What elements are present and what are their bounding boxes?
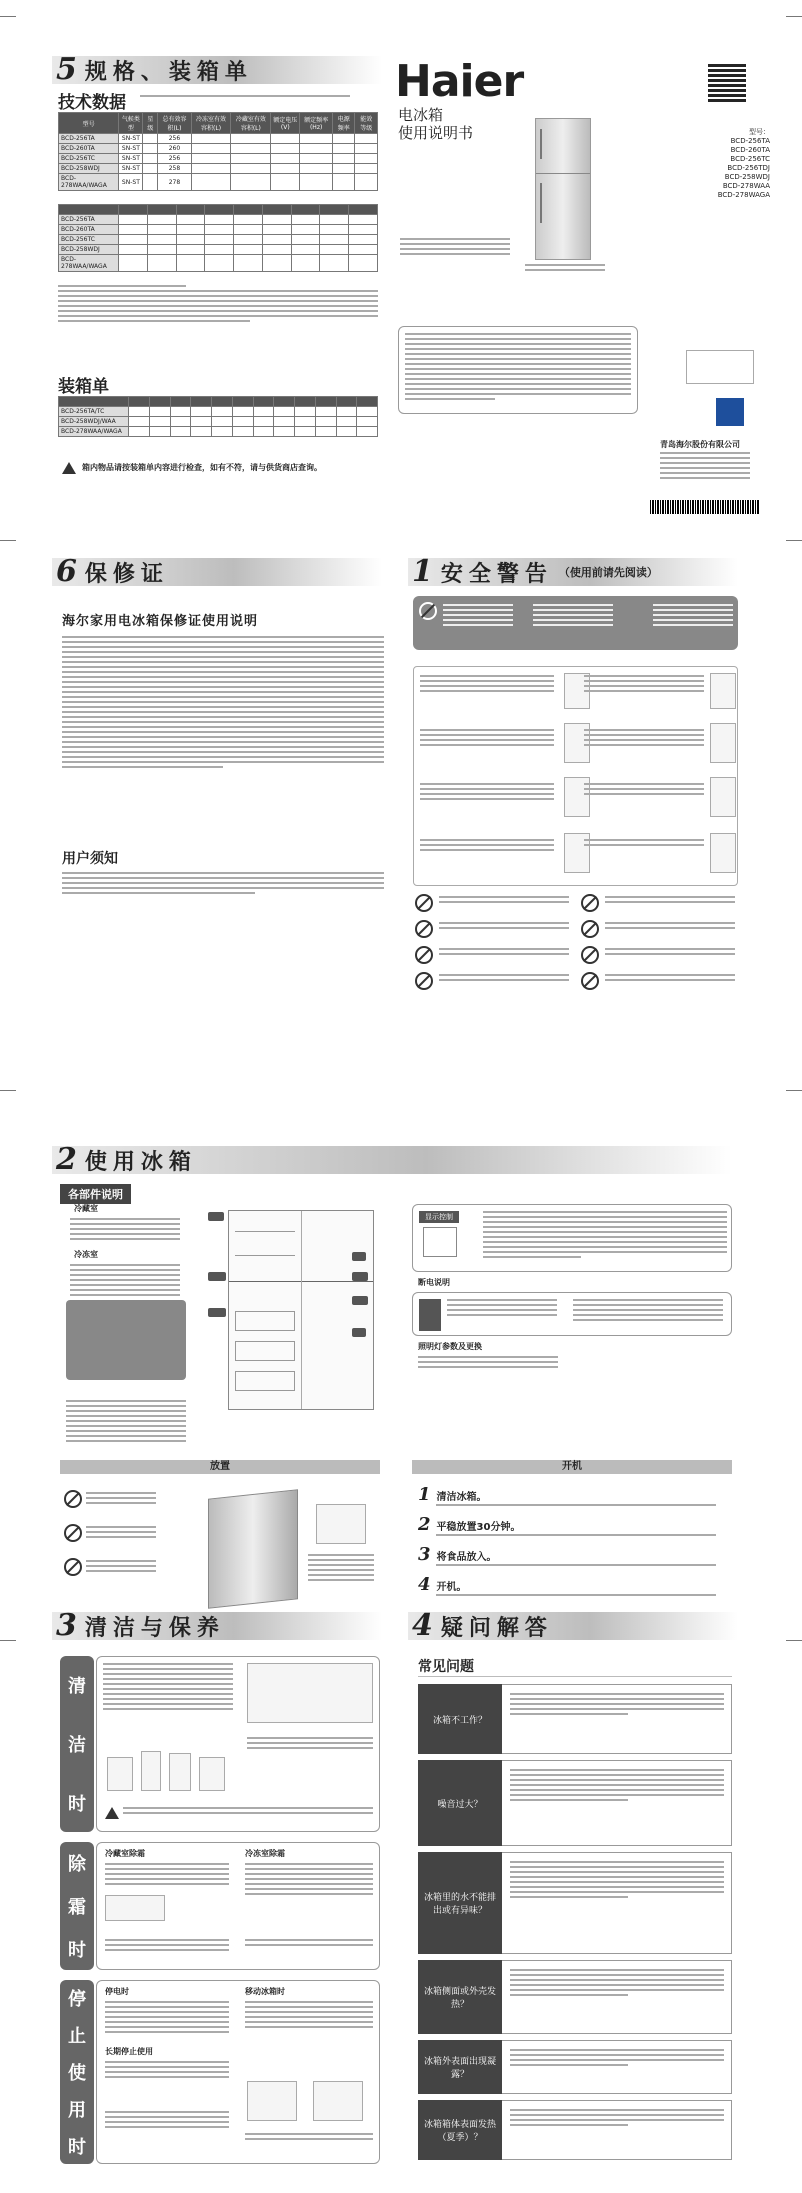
table-cell: [119, 215, 148, 225]
table-cell: [274, 417, 295, 427]
table-cell: SN-ST: [119, 164, 143, 174]
faq-answer: [502, 1852, 732, 1954]
stop-use-box: [96, 1980, 380, 2164]
fridge-image: [535, 118, 591, 260]
freezer-label: 冷冻室: [74, 1250, 98, 1259]
section-header-spec: [52, 52, 382, 87]
table-cell: [231, 134, 271, 144]
table-cell: [274, 427, 295, 437]
table-cell: [262, 235, 291, 245]
table-cell: [271, 174, 300, 191]
section-header-faq: [408, 1608, 738, 1643]
table-cell: [295, 407, 316, 417]
table-row: [59, 427, 378, 437]
freezer-note: [66, 1400, 186, 1445]
table-cell: [295, 427, 316, 437]
table-cell: [234, 225, 263, 235]
section-header-warranty: [52, 554, 382, 589]
table-cell: [355, 154, 378, 164]
safety-illustrations-panel: [413, 666, 738, 886]
table-cell: [262, 245, 291, 255]
faq-answer: [502, 1760, 732, 1846]
model-item: BCD-260TA: [730, 146, 770, 154]
start-step: [418, 1544, 732, 1574]
table-cell: [271, 164, 300, 174]
part-label: [352, 1328, 366, 1337]
table-cell: [119, 245, 148, 255]
table-cell: [232, 427, 253, 437]
table-cell: BCD-278WAA/WAGA: [59, 427, 129, 437]
table-cell: [143, 154, 158, 164]
table-cell: [147, 255, 176, 272]
table-cell: [119, 235, 148, 245]
table-cell: [271, 134, 300, 144]
power-outage-title: 停电时: [105, 1987, 129, 1996]
model-item: BCD-256TA: [730, 137, 770, 145]
table-cell: [234, 235, 263, 245]
safety-rules-list: [413, 892, 738, 1004]
section-header-use: [52, 1142, 732, 1177]
barcode: [650, 500, 760, 514]
section-number: 5: [56, 52, 77, 87]
table-cell: BCD-258WDJ: [59, 164, 119, 174]
model-item: BCD-278WAA: [722, 182, 770, 190]
step-text: 将食品放入。: [436, 1552, 497, 1563]
table-header-cell: 气候类型: [119, 113, 143, 134]
table-cell: [147, 245, 176, 255]
section-title: 清洁与保养: [84, 1615, 225, 1641]
step-text: 清洁冰箱。: [436, 1492, 487, 1503]
table-cell: [212, 427, 233, 437]
start-step: [418, 1514, 732, 1544]
faq-answer: [502, 1684, 732, 1754]
table-cell: [129, 427, 150, 437]
table-cell: [205, 225, 234, 235]
power-off-note: [412, 1292, 732, 1336]
start-step: [418, 1484, 732, 1514]
table-cell: BCD-256TC: [59, 154, 119, 164]
start-title: 开机: [412, 1460, 732, 1474]
tech-data-caption: [140, 95, 350, 100]
faq-title: 常见问题: [418, 1659, 474, 1675]
table-cell: [274, 407, 295, 417]
faq-answer: [502, 1960, 732, 2034]
packing-table: [58, 396, 378, 437]
cover-note: [400, 238, 510, 258]
warranty-text: [62, 636, 384, 771]
table-cell: [191, 427, 212, 437]
part-label: [208, 1308, 226, 1317]
faq-question: 冰箱外表面出现凝露？: [418, 2040, 502, 2094]
safety-warning-banner: [413, 596, 738, 650]
table-row: [59, 225, 378, 235]
section-header-clean: [52, 1608, 382, 1643]
image-caption: [525, 264, 605, 274]
moving-title: 移动冰箱时: [245, 1987, 285, 1996]
table-cell: [143, 144, 158, 154]
table-cell: [357, 407, 378, 417]
prohibited-icon: [419, 602, 437, 620]
table-header-cell: 星级: [143, 113, 158, 134]
parts-title: 各部件说明: [60, 1184, 131, 1204]
table-header-cell: 冷冻室有效容积(L): [191, 113, 231, 134]
fridge-placement-image: [208, 1489, 298, 1608]
table-cell: 278: [158, 174, 191, 191]
table-cell: [291, 235, 320, 245]
table-cell: 256: [158, 154, 191, 164]
table-cell: [253, 407, 274, 417]
cover-instructions-box: [398, 326, 638, 414]
table-cell: [253, 427, 274, 437]
table-cell: [320, 255, 349, 272]
placement-instructions: [60, 1484, 380, 1614]
table-cell: [234, 255, 263, 272]
part-label: [352, 1272, 368, 1281]
table-row: [59, 144, 378, 154]
step-number: 1: [418, 1484, 431, 1505]
certification-logo: [716, 398, 744, 426]
table-cell: [170, 407, 191, 417]
user-notice-text: [62, 872, 384, 897]
table-cell: [147, 225, 176, 235]
section-title: 疑问解答: [440, 1615, 553, 1641]
faq-question: 噪音过大？: [418, 1760, 502, 1846]
table-cell: [231, 144, 271, 154]
step-text: 平稳放置30分钟。: [436, 1522, 521, 1533]
crop-mark: [786, 540, 802, 541]
faq-question: 冰箱侧面或外壳发热？: [418, 1960, 502, 2034]
table-cell: [149, 407, 170, 417]
table-cell: [336, 407, 357, 417]
section-number: 4: [412, 1608, 433, 1643]
table-cell: [176, 255, 205, 272]
table-row: [59, 245, 378, 255]
table-cell: [355, 164, 378, 174]
table-cell: [300, 164, 333, 174]
table-cell: [336, 417, 357, 427]
part-label: [352, 1252, 366, 1261]
freezer-defrost-title: 冷冻室除霜: [245, 1849, 285, 1858]
table-row: [59, 164, 378, 174]
control-panel-image: [423, 1227, 457, 1257]
table-cell: [176, 215, 205, 225]
table-cell: [332, 174, 354, 191]
table-cell: [320, 215, 349, 225]
table-cell: [212, 417, 233, 427]
table-cell: [349, 215, 378, 225]
table-cell: [147, 235, 176, 245]
table-cell: [176, 245, 205, 255]
table-cell: [119, 225, 148, 235]
table-cell: [262, 225, 291, 235]
faq-answer: [502, 2040, 732, 2094]
table-cell: [332, 144, 354, 154]
step-text: 开机。: [436, 1582, 467, 1593]
table-cell: [315, 407, 336, 417]
table-cell: BCD-256TA: [59, 134, 119, 144]
step-number: 2: [418, 1514, 431, 1535]
fridge-defrost-title: 冷藏室除霜: [105, 1849, 145, 1858]
table-cell: [336, 427, 357, 437]
step-number: 3: [418, 1544, 431, 1565]
table-cell: [291, 245, 320, 255]
table-cell: 256: [158, 134, 191, 144]
table-cell: [355, 174, 378, 191]
table-cell: [357, 417, 378, 427]
table-cell: [332, 154, 354, 164]
table-cell: [191, 144, 231, 154]
table-cell: [232, 407, 253, 417]
model-item: BCD-256TC: [730, 155, 770, 163]
table-header-cell: 总有效容积(L): [158, 113, 191, 134]
table-row: [59, 407, 378, 417]
table-row: [59, 215, 378, 225]
long-stop-title: 长期停止使用: [105, 2047, 153, 2056]
qr-code: [708, 62, 746, 102]
table-cell: [170, 417, 191, 427]
display-label: 显示控制: [419, 1211, 459, 1223]
table-cell: [231, 164, 271, 174]
part-label: [208, 1212, 224, 1221]
defrost-box: [96, 1842, 380, 1970]
table-cell: BCD-256TC: [59, 235, 119, 245]
power-off-note-title: 断电说明: [418, 1278, 450, 1287]
freezer-desc: [70, 1264, 180, 1299]
tech-data-title: 技术数据: [58, 93, 126, 113]
table-cell: BCD-278WAA/WAGA: [59, 174, 119, 191]
table-cell: BCD-256TA: [59, 215, 119, 225]
table-cell: [170, 427, 191, 437]
table-cell: BCD-258WDJ/WAA: [59, 417, 129, 427]
table-cell: [320, 245, 349, 255]
table-cell: [355, 144, 378, 154]
table-cell: SN-ST: [119, 144, 143, 154]
table-cell: [147, 215, 176, 225]
section-title: 使用冰箱: [84, 1149, 197, 1175]
table-cell: [291, 255, 320, 272]
table-cell: [349, 245, 378, 255]
user-notice-title: 用户须知: [62, 851, 118, 867]
table-cell: [315, 417, 336, 427]
table-row: [59, 235, 378, 245]
warranty-heading: 海尔家用电冰箱保修证使用说明: [62, 614, 259, 629]
table-cell: [191, 417, 212, 427]
table-row: [59, 255, 378, 272]
table-cell: BCD-278WAA/WAGA: [59, 255, 119, 272]
table-cell: [320, 235, 349, 245]
section-title: 保修证: [84, 561, 169, 587]
section-number: 1: [412, 554, 433, 589]
table-cell: [212, 407, 233, 417]
clean-side-label: 清 洁 时: [60, 1656, 94, 1832]
crop-mark: [786, 16, 802, 17]
table-cell: [357, 427, 378, 437]
section-header-safety: [408, 554, 738, 589]
crop-mark: [786, 1090, 802, 1091]
part-label: [208, 1272, 226, 1281]
table-cell: [291, 225, 320, 235]
table-cell: [205, 245, 234, 255]
faq-question: 冰箱里的水不能排出或有异味？: [418, 1852, 502, 1954]
table-cell: [300, 134, 333, 144]
spec-notes: [58, 285, 378, 325]
model-item: BCD-278WAGA: [717, 191, 770, 199]
table-cell: [349, 235, 378, 245]
place-title: 放置: [60, 1460, 380, 1474]
table-header-cell: 型号: [59, 113, 119, 134]
cleaning-products-image: [107, 1747, 227, 1797]
section-title: 安全警告: [440, 561, 553, 587]
table-cell: [205, 235, 234, 245]
step-number: 4: [418, 1574, 431, 1595]
table-cell: BCD-260TA: [59, 144, 119, 154]
table-cell: 258: [158, 164, 191, 174]
cleaning-box: [96, 1656, 380, 1832]
table-cell: [300, 154, 333, 164]
fridge-interior-diagram: [228, 1210, 374, 1410]
table-cell: [232, 417, 253, 427]
packing-list-title: 装箱单: [58, 377, 109, 397]
part-label: [352, 1296, 368, 1305]
company-address: [660, 452, 750, 482]
fridge-desc: [70, 1218, 180, 1243]
table-header-cell: 能效等级: [355, 113, 378, 134]
table-cell: [234, 215, 263, 225]
table-row: [59, 154, 378, 164]
table-cell: [315, 427, 336, 437]
lamp-desc: [418, 1356, 558, 1371]
table-row: [59, 174, 378, 191]
table-cell: [205, 215, 234, 225]
section-number: 3: [56, 1608, 77, 1643]
table-cell: [191, 154, 231, 164]
table-header-cell: 额定频率(Hz): [300, 113, 333, 134]
model-item: 型号：: [749, 128, 770, 136]
table-row: [59, 417, 378, 427]
start-step: [418, 1574, 732, 1604]
table-cell: [143, 174, 158, 191]
model-item: BCD-258WDJ: [724, 173, 770, 181]
spec-table-1: [58, 112, 378, 191]
company-name: 青岛海尔股份有限公司: [660, 440, 740, 449]
section-number: 2: [56, 1142, 77, 1177]
crop-mark: [0, 1090, 16, 1091]
table-cell: [234, 245, 263, 255]
table-cell: 260: [158, 144, 191, 154]
table-cell: [349, 225, 378, 235]
table-cell: [332, 164, 354, 174]
table-cell: [176, 235, 205, 245]
faq-question: 冰箱箱体表面发热（夏季）？: [418, 2100, 502, 2160]
table-cell: [271, 144, 300, 154]
fridge-label: 冷藏室: [74, 1204, 98, 1213]
table-cell: [129, 407, 150, 417]
table-cell: [149, 427, 170, 437]
table-cell: [262, 255, 291, 272]
table-cell: [205, 255, 234, 272]
model-list: [680, 128, 770, 200]
table-cell: [143, 134, 158, 144]
table-cell: SN-ST: [119, 134, 143, 144]
section-number: 6: [56, 554, 77, 589]
stop-side-label: 停 止 使 用 时: [60, 1980, 94, 2164]
table-cell: BCD-260TA: [59, 225, 119, 235]
warning-icon: [62, 462, 76, 474]
table-cell: [355, 134, 378, 144]
table-cell: BCD-256TA/TC: [59, 407, 129, 417]
table-cell: [191, 174, 231, 191]
table-cell: [176, 225, 205, 235]
table-cell: [191, 164, 231, 174]
display-control-box: [412, 1204, 732, 1272]
defrost-side-label: 除 霜 时: [60, 1842, 94, 1970]
product-name: 电冰箱: [398, 106, 444, 124]
table-cell: [300, 174, 333, 191]
model-item: BCD-256TDJ: [727, 164, 770, 172]
table-cell: [332, 134, 354, 144]
table-cell: [262, 215, 291, 225]
table-cell: [291, 215, 320, 225]
table-cell: [295, 417, 316, 427]
haier-logo: Haier: [395, 56, 524, 107]
table-cell: [149, 417, 170, 427]
table-header-cell: 额定电压(V): [271, 113, 300, 134]
start-steps: [418, 1484, 732, 1604]
section-subtitle: （使用前请先阅读）: [558, 566, 658, 579]
table-cell: [129, 417, 150, 427]
spec-table-2: [58, 204, 378, 272]
faq-question: 冰箱不工作？: [418, 1684, 502, 1754]
table-cell: [320, 225, 349, 235]
packing-notice: 箱内物品请按装箱单内容进行检查，如有不符，请与供货商店查询。: [82, 463, 322, 472]
crop-mark: [0, 540, 16, 541]
table-cell: [119, 255, 148, 272]
table-cell: SN-ST: [119, 154, 143, 164]
divider: [418, 1676, 732, 1677]
table-cell: [231, 154, 271, 164]
table-header-cell: 电源频率: [332, 113, 354, 134]
table-row: [59, 134, 378, 144]
table-cell: SN-ST: [119, 174, 143, 191]
power-off-icon: [419, 1299, 441, 1331]
manual-title: 使用说明书: [398, 124, 474, 142]
section-title: 规格、装箱单: [84, 59, 253, 85]
table-cell: [191, 407, 212, 417]
table-cell: [253, 417, 274, 427]
table-cell: [143, 164, 158, 174]
table-cell: [191, 134, 231, 144]
table-cell: [271, 154, 300, 164]
faq-answer: [502, 2100, 732, 2160]
note-box: [66, 1300, 186, 1380]
lamp-title: 照明灯参数及更换: [418, 1342, 482, 1351]
crop-mark: [0, 1640, 16, 1641]
table-cell: [349, 255, 378, 272]
crop-mark: [786, 1640, 802, 1641]
table-header-cell: 冷藏室有效容积(L): [231, 113, 271, 134]
crop-mark: [0, 16, 16, 17]
certificate-stamp: [686, 350, 754, 384]
table-cell: [231, 174, 271, 191]
table-cell: BCD-258WDJ: [59, 245, 119, 255]
table-cell: [300, 144, 333, 154]
